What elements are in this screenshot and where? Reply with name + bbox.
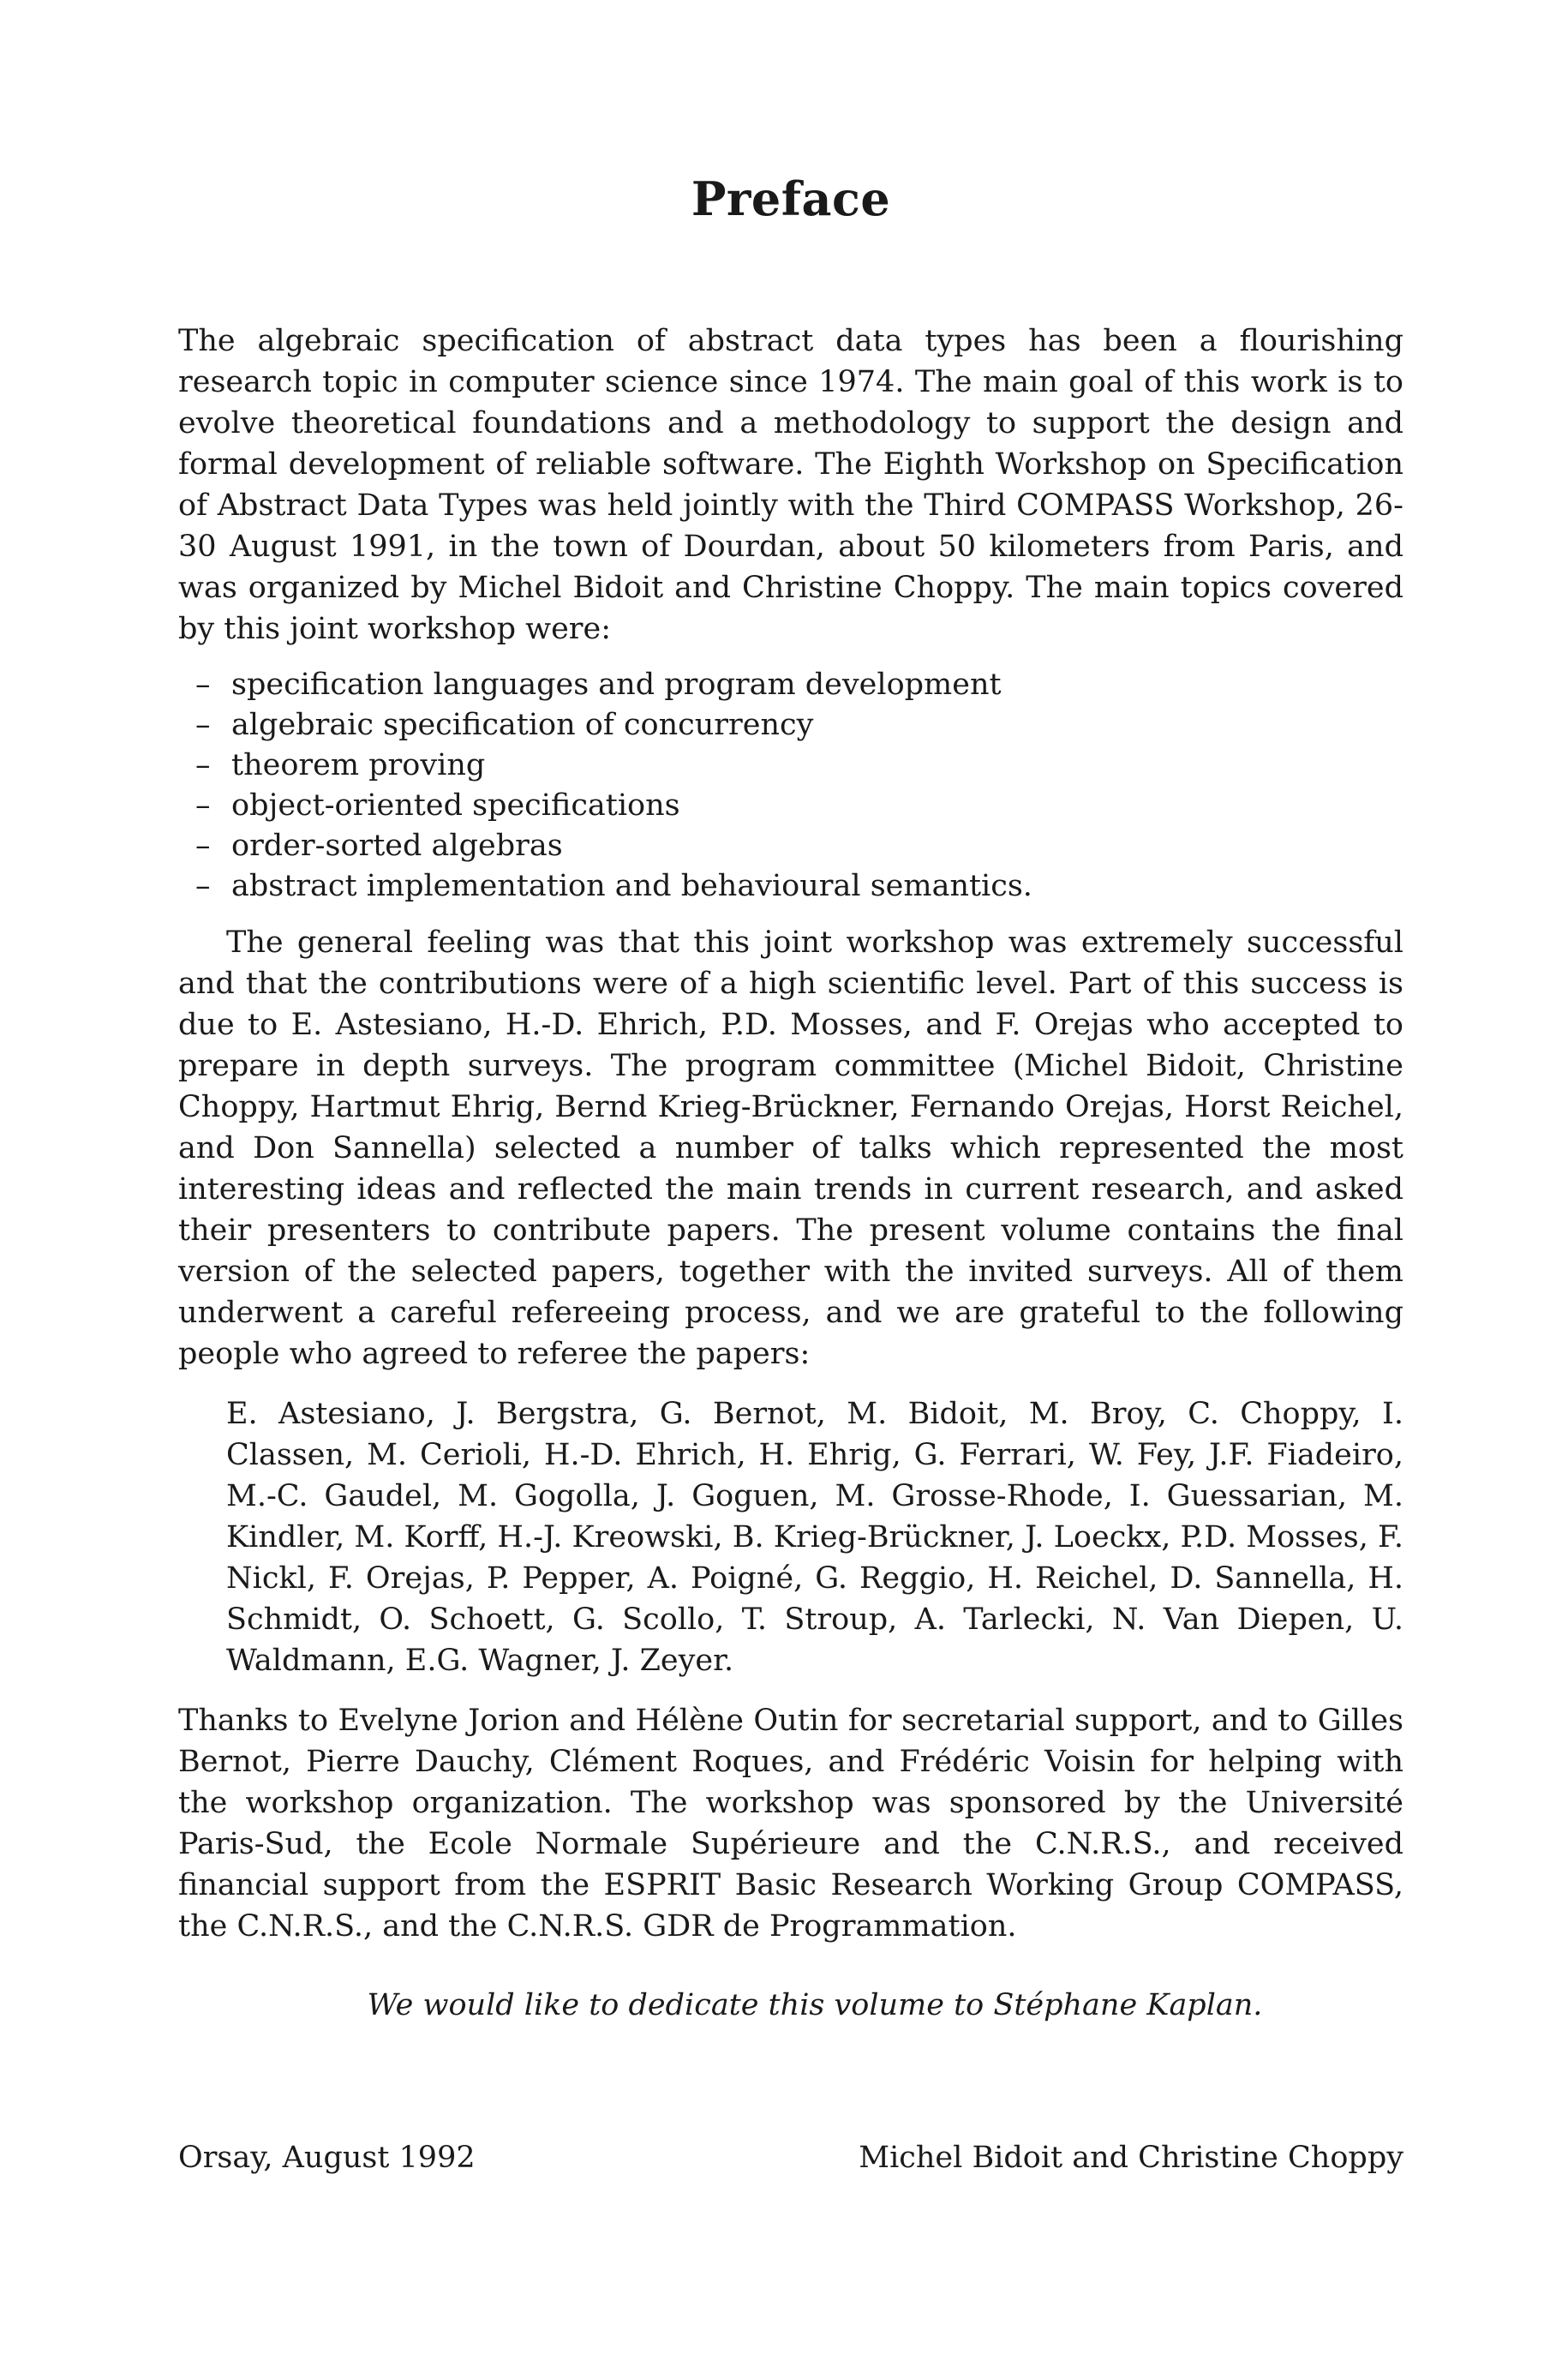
topic-text: algebraic specification of concurrency — [231, 708, 814, 742]
preface-page — [178, 171, 1403, 2178]
bullet-dash: – — [195, 788, 211, 823]
bullet-dash: – — [195, 748, 211, 782]
topic-list — [195, 665, 1403, 907]
bullet-dash: – — [195, 829, 211, 863]
topic-text: abstract implementation and behavioural semantics. — [231, 869, 1032, 903]
list-item — [195, 826, 1403, 866]
list-item — [195, 665, 1403, 705]
bullet-dash: – — [195, 708, 211, 742]
topic-text: order-sorted algebras — [231, 829, 563, 863]
topic-text: object-oriented specifications — [231, 788, 680, 823]
page-title: Preface — [691, 171, 891, 226]
bullet-dash: – — [195, 869, 211, 903]
topic-text: theorem proving — [231, 748, 486, 782]
list-item — [195, 705, 1403, 746]
list-item — [195, 786, 1403, 826]
intro-paragraph: The algebraic specification of abstract data types has been a flourishing research topic in computer science since 1974. The main goal of this work is to evolve theoretical foundations and a methodology to support the design and formal development of reliable software. The Eighth Workshop on Specification of Abstract Data Types was held jointly with the Third COMPASS Workshop, 26-30 August 1991, in the town of Dourdan, about 50 kilometers from Paris, and was organized by Michel Bidoit and Christine Choppy. The main topics covered by this joint workshop were: — [178, 324, 1403, 646]
bullet-dash: – — [195, 668, 211, 702]
referee-list: E. Astesiano, J. Bergstra, G. Bernot, M. Bidoit, M. Broy, C. Choppy, I. Classen, M. Cerioli, H.-D. Ehrich, H. Ehrig, G. Ferrari, W. Fey, J.F. Fiadeiro, M.-C. Gaudel, M. Gogolla, J. Goguen, M. Grosse-Rhode, I. Guessarian, M. Kindler, M. Korff, H.-J. Kreowski, B. Krieg-Brückner, J. Loeckx, P.D. Mosses, F. Nickl, F. Orejas, P. Pepper, A. Poigné, G. Reggio, H. Reichel, D. Sannella, H. Schmidt, O. Schoett, G. Scollo, T. Stroup, A. Tarlecki, N. Van Diepen, U. Waldmann, E.G. Wagner, J. Zeyer. — [226, 1397, 1403, 1678]
signature-authors: Michel Bidoit and Christine Choppy — [859, 2141, 1403, 2175]
dedication: We would like to dedicate this volume to Stéphane Kaplan. — [367, 1988, 1263, 2022]
general-paragraph: The general feeling was that this joint workshop was extremely successful and that the contributions were of a high scientific level. Part of this success is due to E. Astesiano, H.-D. Ehrich, P.D. Mosses, and F. Orejas who accepted to prepare in depth surveys. The program committee (Michel Bidoit, Christine Choppy, Hartmut Ehrig, Bernd Krieg-Brückner, Fernando Orejas, Horst Reichel, and Don Sannella) selected a number of talks which represented the most interesting ideas and reflected the main trends in current research, and asked their presenters to contribute papers. The present volume contains the final version of the selected papers, together with the invited surveys. All of them underwent a careful refereeing process, and we are grateful to the following people who agreed to referee the papers: — [178, 925, 1403, 1371]
place-date: Orsay, August 1992 — [178, 2141, 476, 2175]
thanks-paragraph: Thanks to Evelyne Jorion and Hélène Outin for secretarial support, and to Gilles Bernot, Pierre Dauchy, Clément Roques, and Frédéric Voisin for helping with the workshop organization. The workshop was sponsored by the Université Paris-Sud, the Ecole Normale Supérieure and the C.N.R.S., and received financial support from the ESPRIT Basic Research Working Group COMPASS, the C.N.R.S., and the C.N.R.S. GDR de Programmation. — [178, 1704, 1403, 1944]
list-item — [195, 746, 1403, 786]
signature-block — [178, 2137, 1403, 2178]
list-item — [195, 866, 1403, 907]
topic-text: specification languages and program development — [231, 668, 1002, 702]
